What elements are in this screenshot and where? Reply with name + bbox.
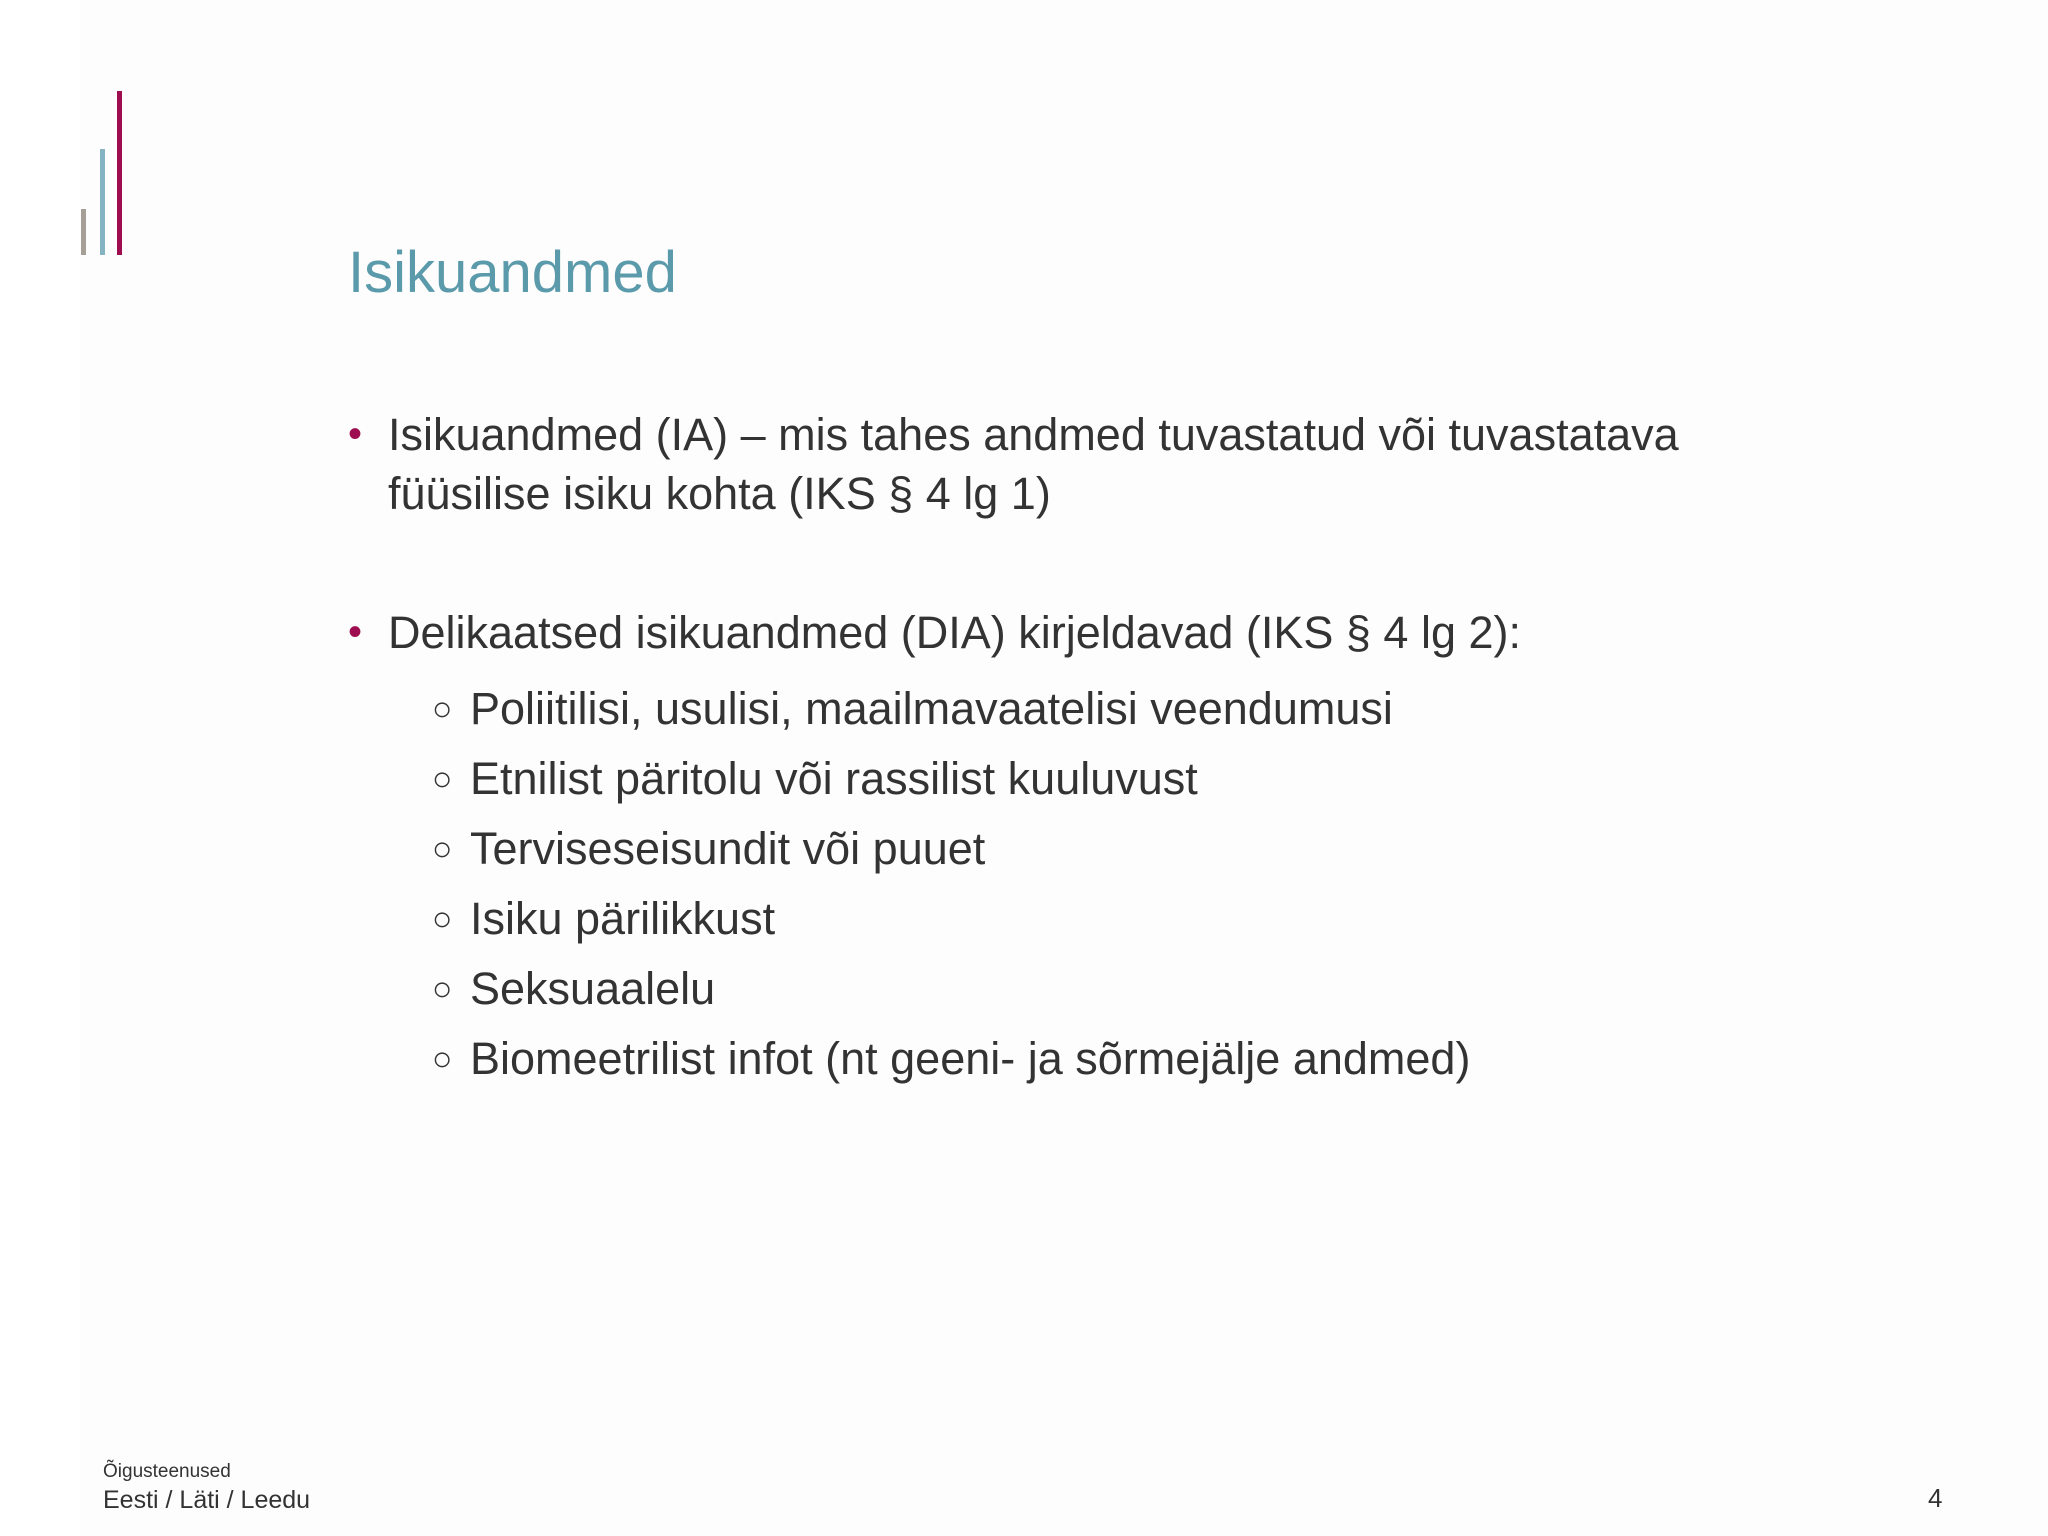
sub-bullet-text: Poliitilisi, usulisi, maailmavaatelisi veendumusi [470,683,1393,734]
bullet-text: Isikuandmed (IA) – mis tahes andmed tuvastatud või tuvastatava füüsilise isiku kohta (IKS § 4 lg 1) [388,409,1679,519]
sub-bullet-item [348,884,1688,954]
bullet-item [348,603,1688,662]
hollow-circle-icon: ○ [432,830,453,868]
footer-countries: Eesti / Läti / Leedu [103,1486,311,1514]
sub-bullet-text: Terviseseisundit või puuet [470,823,986,874]
page-number: 4 [1928,1483,1943,1513]
hollow-circle-icon: ○ [432,1040,453,1078]
bullet-dot-icon: • [348,412,363,456]
sub-bullet-text: Etnilist päritolu või rassilist kuuluvust [470,753,1198,804]
logo-bar-red [117,91,122,255]
footer-company: Õigusteenused [103,1461,231,1482]
brand-logo [0,0,140,260]
bullet-text: Delikaatsed isikuandmed (DIA) kirjeldavad (IKS § 4 lg 2): [388,607,1521,658]
hollow-circle-icon: ○ [432,970,453,1008]
hollow-circle-icon: ○ [432,900,453,938]
sub-bullet-item [348,744,1688,814]
slide-title: Isikuandmed [348,240,677,305]
hollow-circle-icon: ○ [432,690,453,728]
sub-bullet-item [348,674,1688,744]
sub-bullet-list [348,674,1688,1094]
hollow-circle-icon: ○ [432,760,453,798]
sub-bullet-text: Isiku pärilikkust [470,893,776,944]
sub-bullet-item [348,1024,1688,1094]
slide-content [348,405,1688,1094]
logo-bar-blue [100,149,105,255]
sub-bullet-item [348,814,1688,884]
bullet-dot-icon: • [348,610,363,654]
sub-bullet-text: Seksuaalelu [470,963,716,1014]
logo-bar-gray [81,209,86,255]
bullet-item [348,405,1688,523]
sub-bullet-text: Biomeetrilist infot (nt geeni- ja sõrmejälje andmed) [470,1033,1471,1084]
sub-bullet-item [348,954,1688,1024]
